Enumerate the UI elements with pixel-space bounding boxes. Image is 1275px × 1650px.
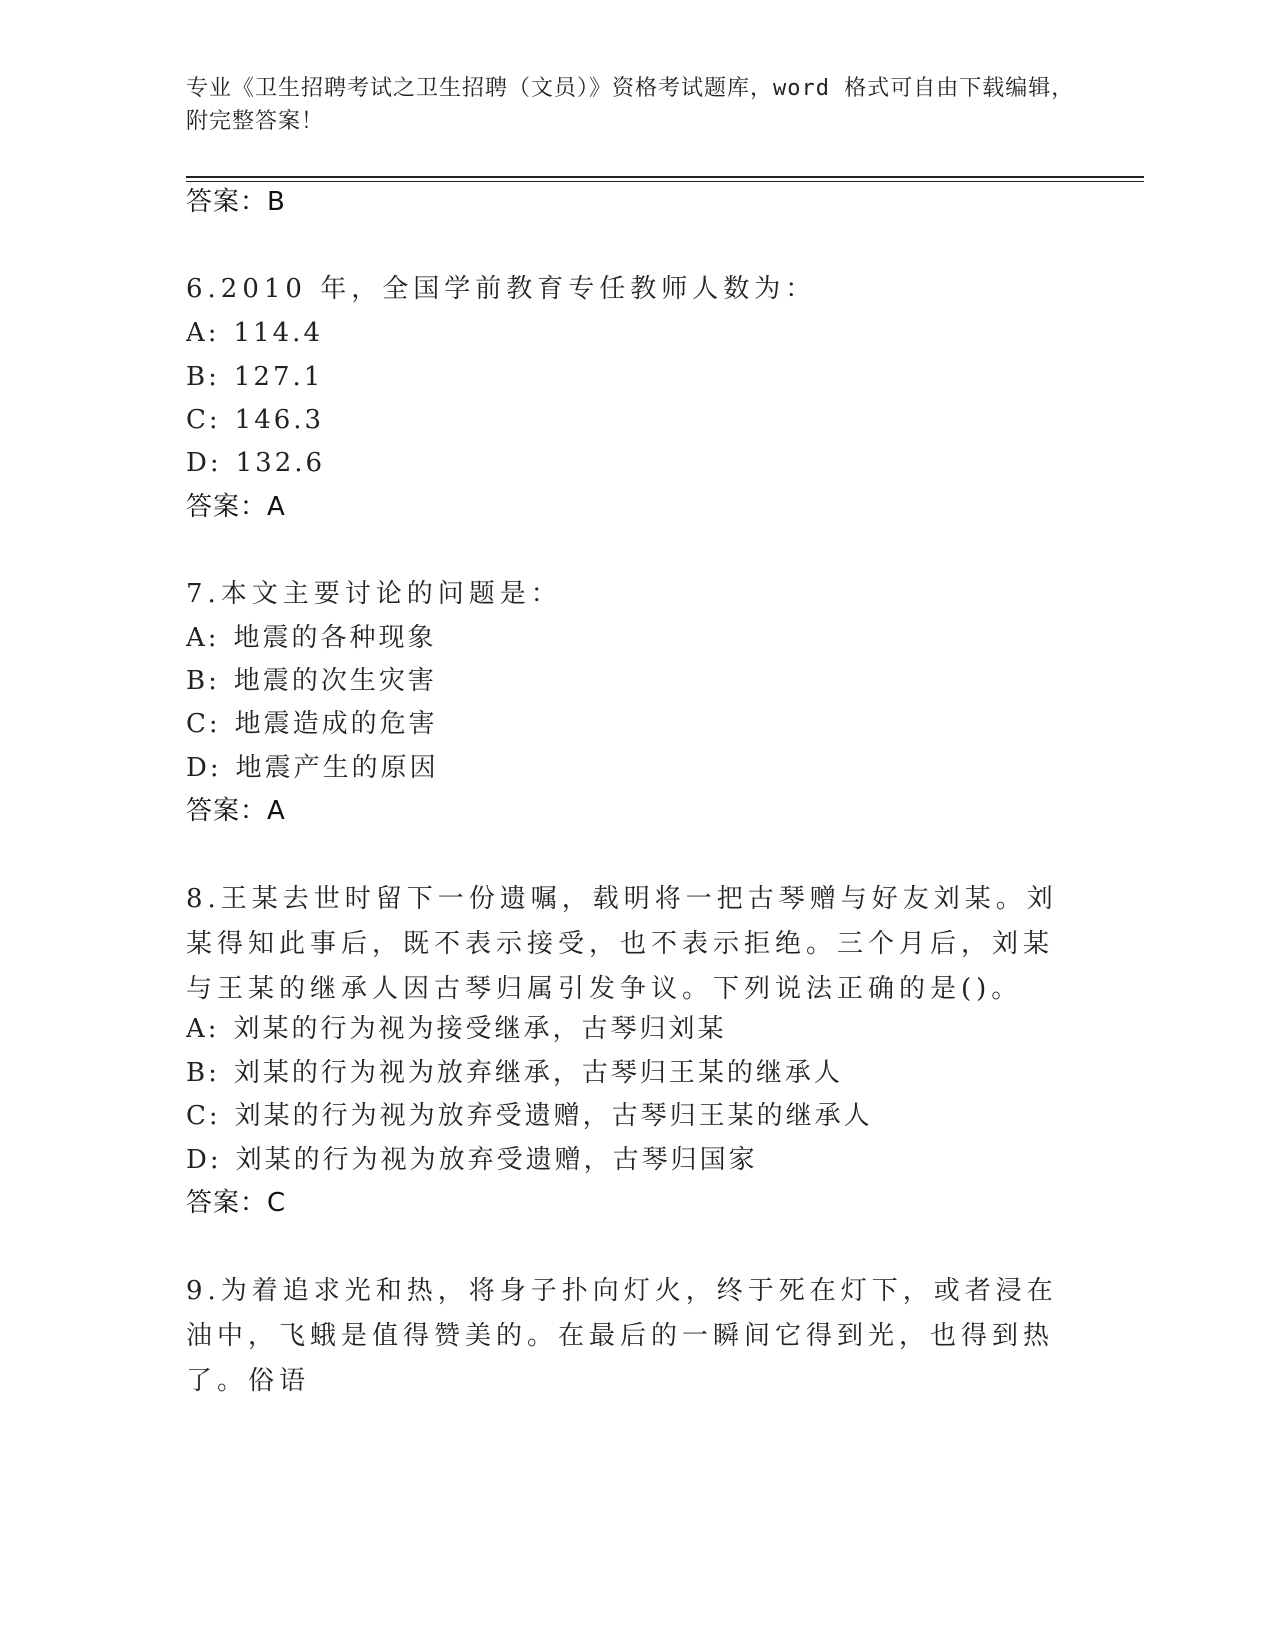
- option-text: 114.4: [233, 318, 323, 348]
- option-text: 127.1: [233, 362, 324, 392]
- question-7-option-b: [186, 664, 437, 698]
- header-divider-thin: [186, 181, 1144, 182]
- option-text: 地震的各种现象: [233, 623, 437, 653]
- answer-q5: 答案：B: [186, 187, 286, 217]
- option-key: D:: [186, 753, 222, 783]
- option-text: 刘某的行为视为放弃受遗赠，古琴归国家: [235, 1145, 758, 1175]
- option-text: 刘某的行为视为接受继承，古琴归刘某: [233, 1014, 727, 1044]
- option-text: 刘某的行为视为放弃继承，古琴归王某的继承人: [233, 1058, 843, 1088]
- question-9-stem: 9.为着追求光和热，将身子扑向灯火，终于死在灯下，或者浸在油中，飞蛾是值得赞美的。在最后的一瞬间它得到光，也得到热了。俗语: [186, 1276, 1058, 1396]
- question-6-stem: 6.2010 年，全国学前教育专任教师人数为：: [186, 274, 817, 304]
- option-key: B:: [186, 666, 220, 696]
- answer-q8: 答案：C: [186, 1188, 287, 1218]
- option-text: 地震造成的危害: [234, 709, 438, 739]
- option-key: A:: [186, 1014, 220, 1044]
- answer-q7: 答案：A: [186, 796, 286, 826]
- page-header: 专业《卫生招聘考试之卫生招聘（文员）》资格考试题库，word 格式可自由下载编辑，附完整答案！: [186, 76, 1075, 134]
- header-divider: [186, 176, 1144, 178]
- option-key: B:: [186, 1058, 220, 1088]
- answer-q6: 答案：A: [186, 492, 286, 522]
- question-6-option-a: [186, 316, 323, 350]
- option-key: A:: [186, 623, 220, 653]
- question-6-option-d: [186, 446, 325, 480]
- option-key: A:: [186, 318, 220, 348]
- option-key: D:: [186, 448, 222, 478]
- option-text: 132.6: [235, 448, 326, 478]
- question-8-option-d: [186, 1143, 758, 1177]
- option-text: 刘某的行为视为放弃受遗赠，古琴归王某的继承人: [234, 1101, 873, 1131]
- option-key: C:: [186, 405, 221, 435]
- option-key: C:: [186, 1101, 221, 1131]
- option-text: 地震的次生灾害: [233, 666, 437, 696]
- question-8-option-c: [186, 1099, 873, 1133]
- question-7-option-c: [186, 707, 438, 741]
- question-8-stem: 8.王某去世时留下一份遗嘱，载明将一把古琴赠与好友刘某。刘某得知此事后，既不表示接受，也不表示拒绝。三个月后，刘某与王某的继承人因古琴归属引发争议。下列说法正确的是()。: [186, 884, 1058, 1004]
- option-text: 地震产生的原因: [235, 753, 439, 783]
- question-7-option-a: [186, 621, 437, 655]
- option-key: D:: [186, 1145, 222, 1175]
- option-key: B:: [186, 362, 220, 392]
- question-8-option-b: [186, 1056, 843, 1090]
- question-6-option-b: [186, 360, 323, 394]
- question-6-option-c: [186, 403, 324, 437]
- option-key: C:: [186, 709, 221, 739]
- question-7-option-d: [186, 751, 439, 785]
- option-text: 146.3: [234, 405, 325, 435]
- question-8-option-a: [186, 1012, 727, 1046]
- question-7-stem: 7.本文主要讨论的问题是：: [186, 579, 562, 609]
